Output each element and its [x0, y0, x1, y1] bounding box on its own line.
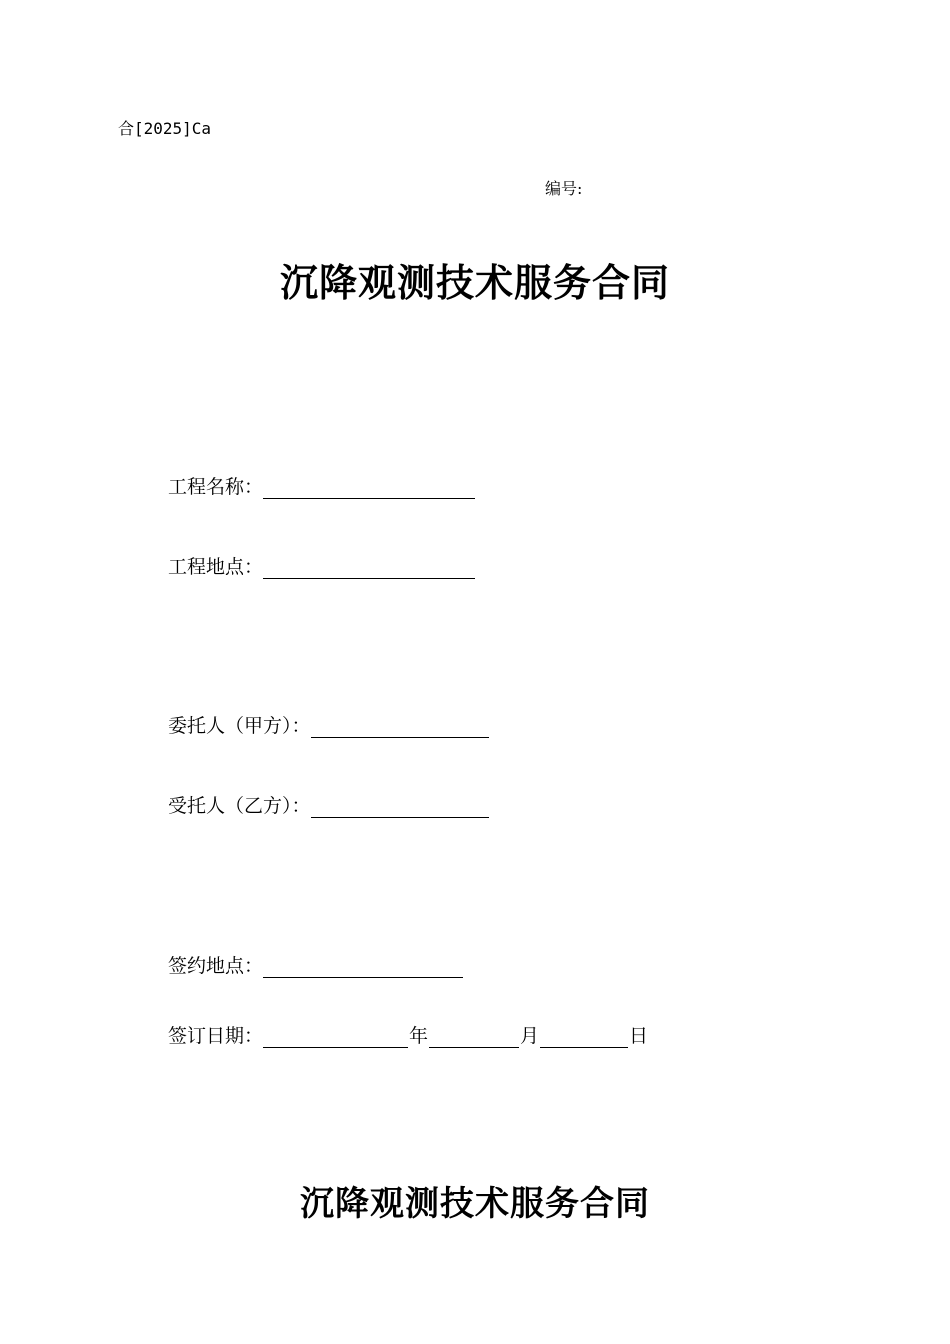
client-blank[interactable] [311, 715, 489, 738]
client-row [168, 711, 489, 738]
contract-code: 合[2025]Ca [118, 119, 212, 138]
sign-place-row [168, 951, 463, 978]
project-location-label: 工程地点： [168, 556, 264, 578]
sign-month-blank[interactable] [429, 1025, 519, 1048]
year-label: 年 [409, 1025, 429, 1047]
month-label: 月 [520, 1025, 540, 1047]
day-label: 日 [629, 1025, 649, 1047]
project-name-blank[interactable] [263, 476, 475, 499]
sign-year-blank[interactable] [263, 1025, 408, 1048]
contractor-label: 受托人（乙方）： [168, 795, 311, 817]
project-location-blank[interactable] [263, 556, 475, 579]
sign-date-row [168, 1021, 649, 1048]
sign-date-label: 签订日期： [168, 1025, 264, 1047]
sign-place-label: 签约地点： [168, 955, 264, 977]
sign-place-blank[interactable] [263, 955, 463, 978]
contractor-row [168, 791, 489, 818]
contract-body-title: 沉降观测技术服务合同 [300, 1184, 650, 1224]
sign-day-blank[interactable] [540, 1025, 628, 1048]
project-name-label: 工程名称： [168, 476, 264, 498]
contract-title: 沉降观测技术服务合同 [279, 260, 670, 305]
contractor-blank[interactable] [311, 795, 489, 818]
serial-number-label: 编号: [545, 179, 583, 198]
project-location-row [168, 552, 475, 579]
project-name-row [168, 472, 475, 499]
client-label: 委托人（甲方）： [168, 715, 311, 737]
